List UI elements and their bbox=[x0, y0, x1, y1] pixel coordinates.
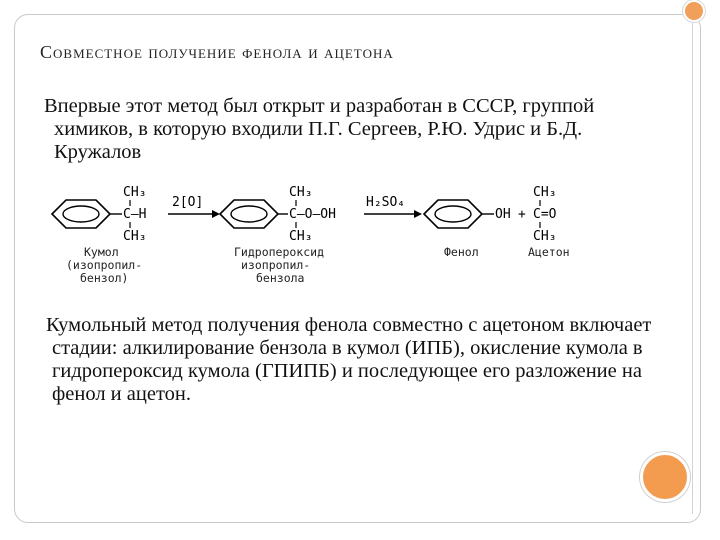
cumene-ch3-top: CH₃ bbox=[123, 185, 147, 200]
hydroperoxide-center: C–O–OH bbox=[289, 207, 336, 222]
reagent-oxygen: 2[O] bbox=[172, 195, 204, 210]
phenol-oh: OH bbox=[495, 207, 511, 222]
reagent-sulfuric-acid: H₂SO₄ bbox=[366, 195, 406, 210]
label-cumene-2: (изопропил- bbox=[66, 258, 143, 272]
orange-circle-bottom bbox=[640, 452, 690, 502]
intro-paragraph: Впервые этот метод был открыт и разработан в СССР, группой химиков, в которую входили П.Г. Сергеев, Р.Ю. Удрис и Б.Д. Кружалов bbox=[44, 95, 595, 163]
hydroperoxide-ch3-bottom: CH₃ bbox=[289, 229, 313, 244]
cumene-center: C–H bbox=[123, 207, 147, 222]
label-hydroperoxide-2: изопропил- bbox=[241, 258, 311, 272]
label-cumene-3: бензол) bbox=[80, 271, 129, 285]
description-paragraph: Кумольный метод получения фенола совместно с ацетоном включает стадии: алкилирование бензола в кумол (ИПБ), окисление кумола в гидропероксид кумола (ГПИПБ) и последующее его разложение на фенол и ацетон. bbox=[46, 314, 652, 405]
slide-title: Совместное получение фенола и ацетона bbox=[40, 42, 394, 62]
acetone-center: C=O bbox=[533, 207, 557, 222]
label-hydroperoxide-3: бензола bbox=[256, 271, 305, 285]
plus-sign: + bbox=[518, 207, 526, 222]
right-divider bbox=[692, 14, 693, 514]
hydroperoxide-ch3-top: CH₃ bbox=[289, 185, 313, 200]
benzene-ring-phenol bbox=[424, 200, 482, 228]
acetone-ch3-top: CH₃ bbox=[533, 185, 557, 200]
acetone-ch3-bottom: CH₃ bbox=[533, 229, 557, 244]
cumene-ch3-bottom: CH₃ bbox=[123, 229, 147, 244]
orange-circle-top bbox=[683, 0, 705, 22]
benzene-ring-cumene bbox=[52, 200, 110, 228]
label-acetone: Ацетон bbox=[528, 245, 570, 259]
benzene-ring-hydroperoxide bbox=[220, 200, 278, 228]
label-phenol: Фенол bbox=[444, 245, 479, 259]
reaction-scheme bbox=[40, 180, 600, 288]
label-hydroperoxide-1: Гидропероксид bbox=[234, 245, 325, 259]
label-cumene-1: Кумол bbox=[84, 245, 119, 259]
